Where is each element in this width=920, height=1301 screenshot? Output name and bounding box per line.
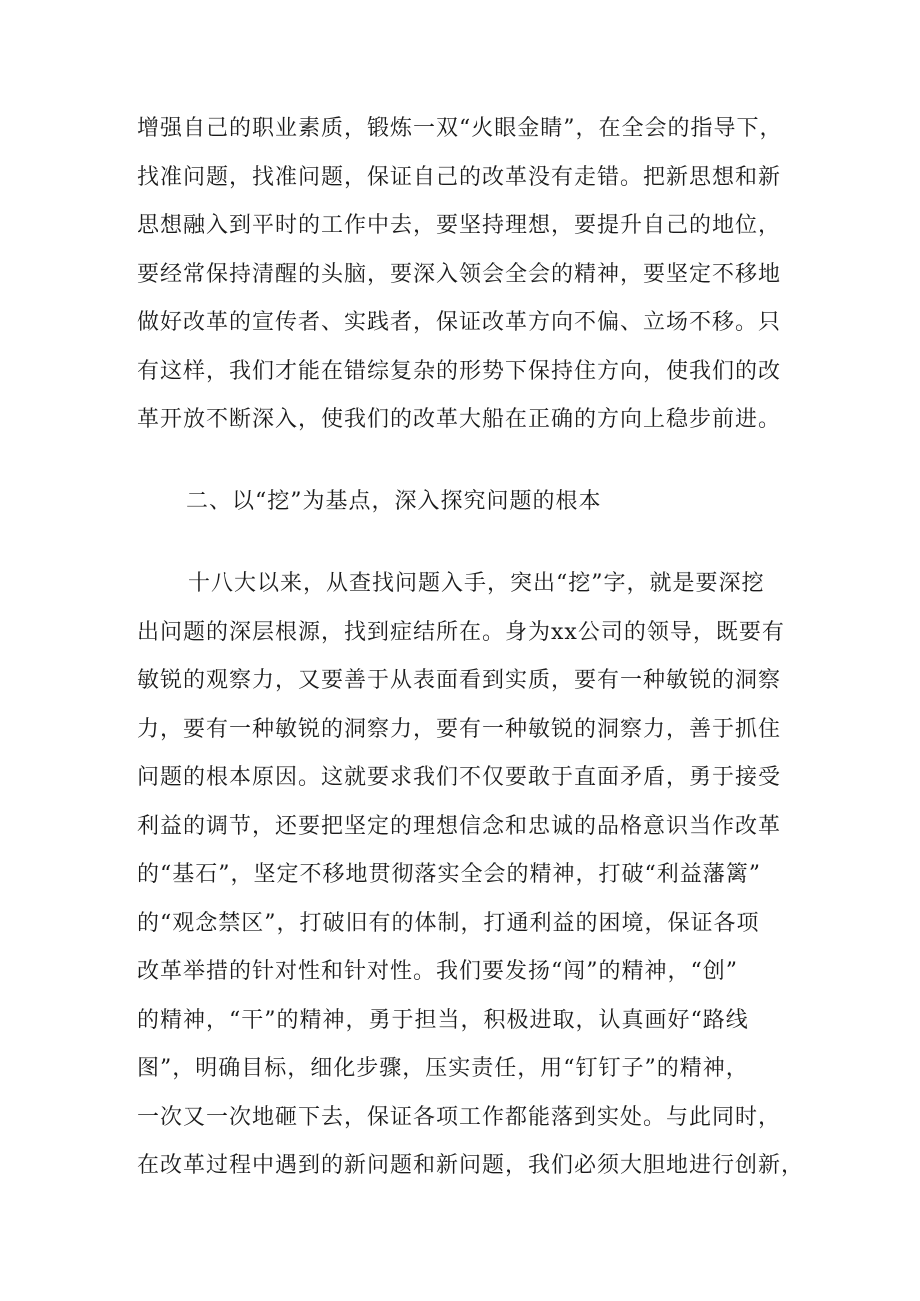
paragraph-line: 的“观念禁区”，打破旧有的体制，打通利益的困境，保证各项 [137, 910, 760, 936]
paragraph-line: 力，要有一种敏锐的洞察力，要有一种敏锐的洞察力，善于抓住 [137, 716, 782, 742]
paragraph-line: 要经常保持清醒的头脑，要深入领会全会的精神，要坚定不移地 [137, 261, 782, 287]
paragraph-line: 增强自己的职业素质，锻炼一双“火眼金睛”，在全会的指导下， [137, 116, 783, 141]
paragraph-line: 思想融入到平时的工作中去，要坚持理想，要提升自己的地位， [137, 213, 782, 238]
paragraph-line: 在改革过程中遇到的新问题和新问题，我们必须大胆地进行创新， [137, 1153, 805, 1178]
paragraph-line: 做好改革的宣传者、实践者，保证改革方向不偏、立场不移。只 [137, 310, 782, 335]
paragraph-1 [137, 105, 797, 445]
paragraph-line: 有这样，我们才能在错综复杂的形势下保持住方向，使我们的改 [137, 358, 782, 384]
paragraph-line: 的“基石”，坚定不移地贯彻落实全会的精神，打破“利益藩篱” [137, 862, 761, 887]
paragraph-line: 图”，明确目标，细化步骤，压实责任，用“钉钉子”的精神， [137, 1056, 749, 1081]
section-heading: 二、以“挖”为基点，深入探究问题的根本 [186, 489, 602, 514]
paragraph-line: 改革举措的针对性和针对性。我们要发扬“闯”的精神，“创” [137, 959, 738, 984]
paragraph-line: 十八大以来，从查找问题入手，突出“挖”字，就是要深挖 [188, 571, 765, 596]
paragraph-line: 敏锐的观察力，又要善于从表面看到实质，要有一种敏锐的洞察 [137, 668, 782, 693]
paragraph-line: 找准问题，找准问题，保证自己的改革没有走错。把新思想和新 [137, 164, 782, 190]
paragraph-line: 问题的根本原因。这就要求我们不仅要敢于直面矛盾，勇于接受 [137, 765, 782, 790]
paragraph-line: 的精神，“干”的精神，勇于担当，积极进取，认真画好“路线 [137, 1007, 749, 1033]
paragraph-line: 利益的调节，还要把坚定的理想信念和忠诚的品格意识当作改革 [137, 813, 782, 839]
paragraph-line: 革开放不断深入，使我们的改革大船在正确的方向上稳步前进。 [137, 407, 782, 432]
paragraph-line: 一次又一次地砸下去，保证各项工作都能落到实处。与此同时， [137, 1104, 782, 1130]
paragraph-2 [137, 560, 805, 1191]
paragraph-line: 出问题的深层根源，找到症结所在。身为xx公司的领导，既要有 [137, 619, 785, 645]
